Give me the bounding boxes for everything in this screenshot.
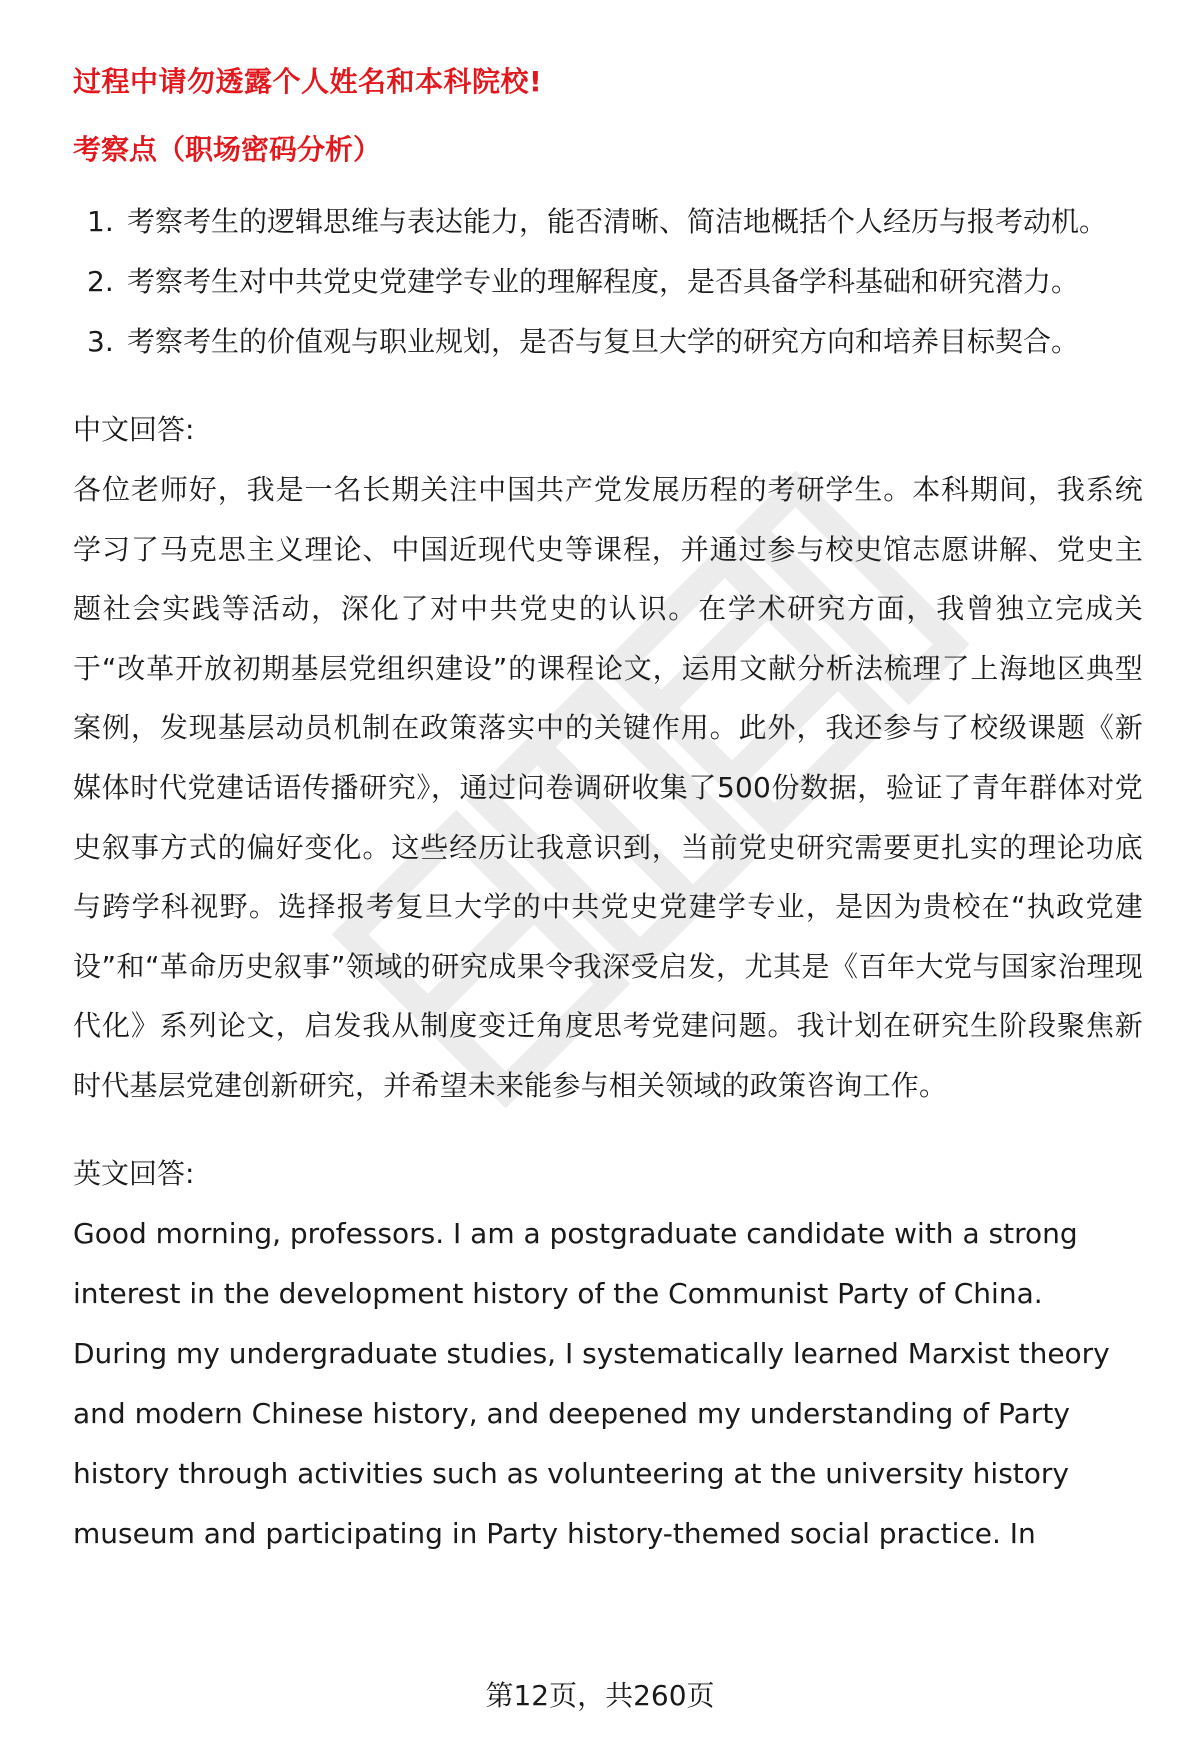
list-item-number: 3. [87, 325, 114, 358]
list-item [73, 192, 1143, 252]
document-content [73, 58, 1143, 1564]
list-item-text: 考察考生的逻辑思维与表达能力，能否清晰、简洁地概括个人经历与报考动机。 [127, 205, 1108, 238]
english-answer-label: 英文回答: [73, 1156, 195, 1190]
chinese-answer-text: 各位老师好，我是一名长期关注中国共产党发展历程的考研学生。本科期间，我系统学习了马克思主义理论、中国近现代史等课程，并通过参与校史馆志愿讲解、党史主题社会实践等活动，深化了对中共党史的认识。在学术研究方面，我曾独立完成关于“改革开放初期基层党组织建设”的课程论文，运用文献分析法梳理了上海地区典型案例，发现基层动员机制在政策落实中的关键作用。此外，我还参与了校级课题《新媒体时代党建话语传播研究》，通过问卷调研收集了500份数据，验证了青年群体对党史叙事方式的偏好变化。这些经历让我意识到，当前党史研究需要更扎实的理论功底与跨学科视野。选择报考复旦大学的中共党史党建学专业，是因为贵校在“执政党建设”和“革命历史叙事”领域的研究成果令我深受启发，尤其是《百年大党与国家治理现代化》系列论文，启发我从制度变迁角度思考党建问题。我计划在研究生阶段聚焦新时代基层党建创新研究，并希望未来能参与相关领域的政策咨询工作。 [73, 473, 1143, 1102]
chinese-answer-label: 中文回答: [73, 413, 195, 446]
list-item-text: 考察考生的价值观与职业规划，是否与复旦大学的研究方向和培养目标契合。 [127, 325, 1080, 358]
english-answer-text: Good morning, professors. I am a postgraduate candidate with a strong interest in the development history of the Communist Party of China. During my undergraduate studies, I systematically learned Marxist theory and modern Chinese history, and deepened my understanding of Party history through activities such as volunteering at the university history museum and participating in Party history-themed social practice. In [73, 1216, 1110, 1550]
list-item [73, 312, 1143, 372]
section-heading: 考察点（职场密码分析） [73, 133, 382, 166]
list-item-number: 2. [87, 265, 114, 298]
list-item-number: 1. [87, 205, 114, 238]
list-item [73, 252, 1143, 312]
list-item-text: 考察考生对中共党史党建学专业的理解程度，是否具备学科基础和研究潜力。 [127, 265, 1080, 298]
assessment-points-list [73, 192, 1143, 372]
page-number-footer: 第12页，共260页 [485, 1679, 715, 1712]
privacy-warning: 过程中请勿透露个人姓名和本科院校! [73, 65, 543, 98]
